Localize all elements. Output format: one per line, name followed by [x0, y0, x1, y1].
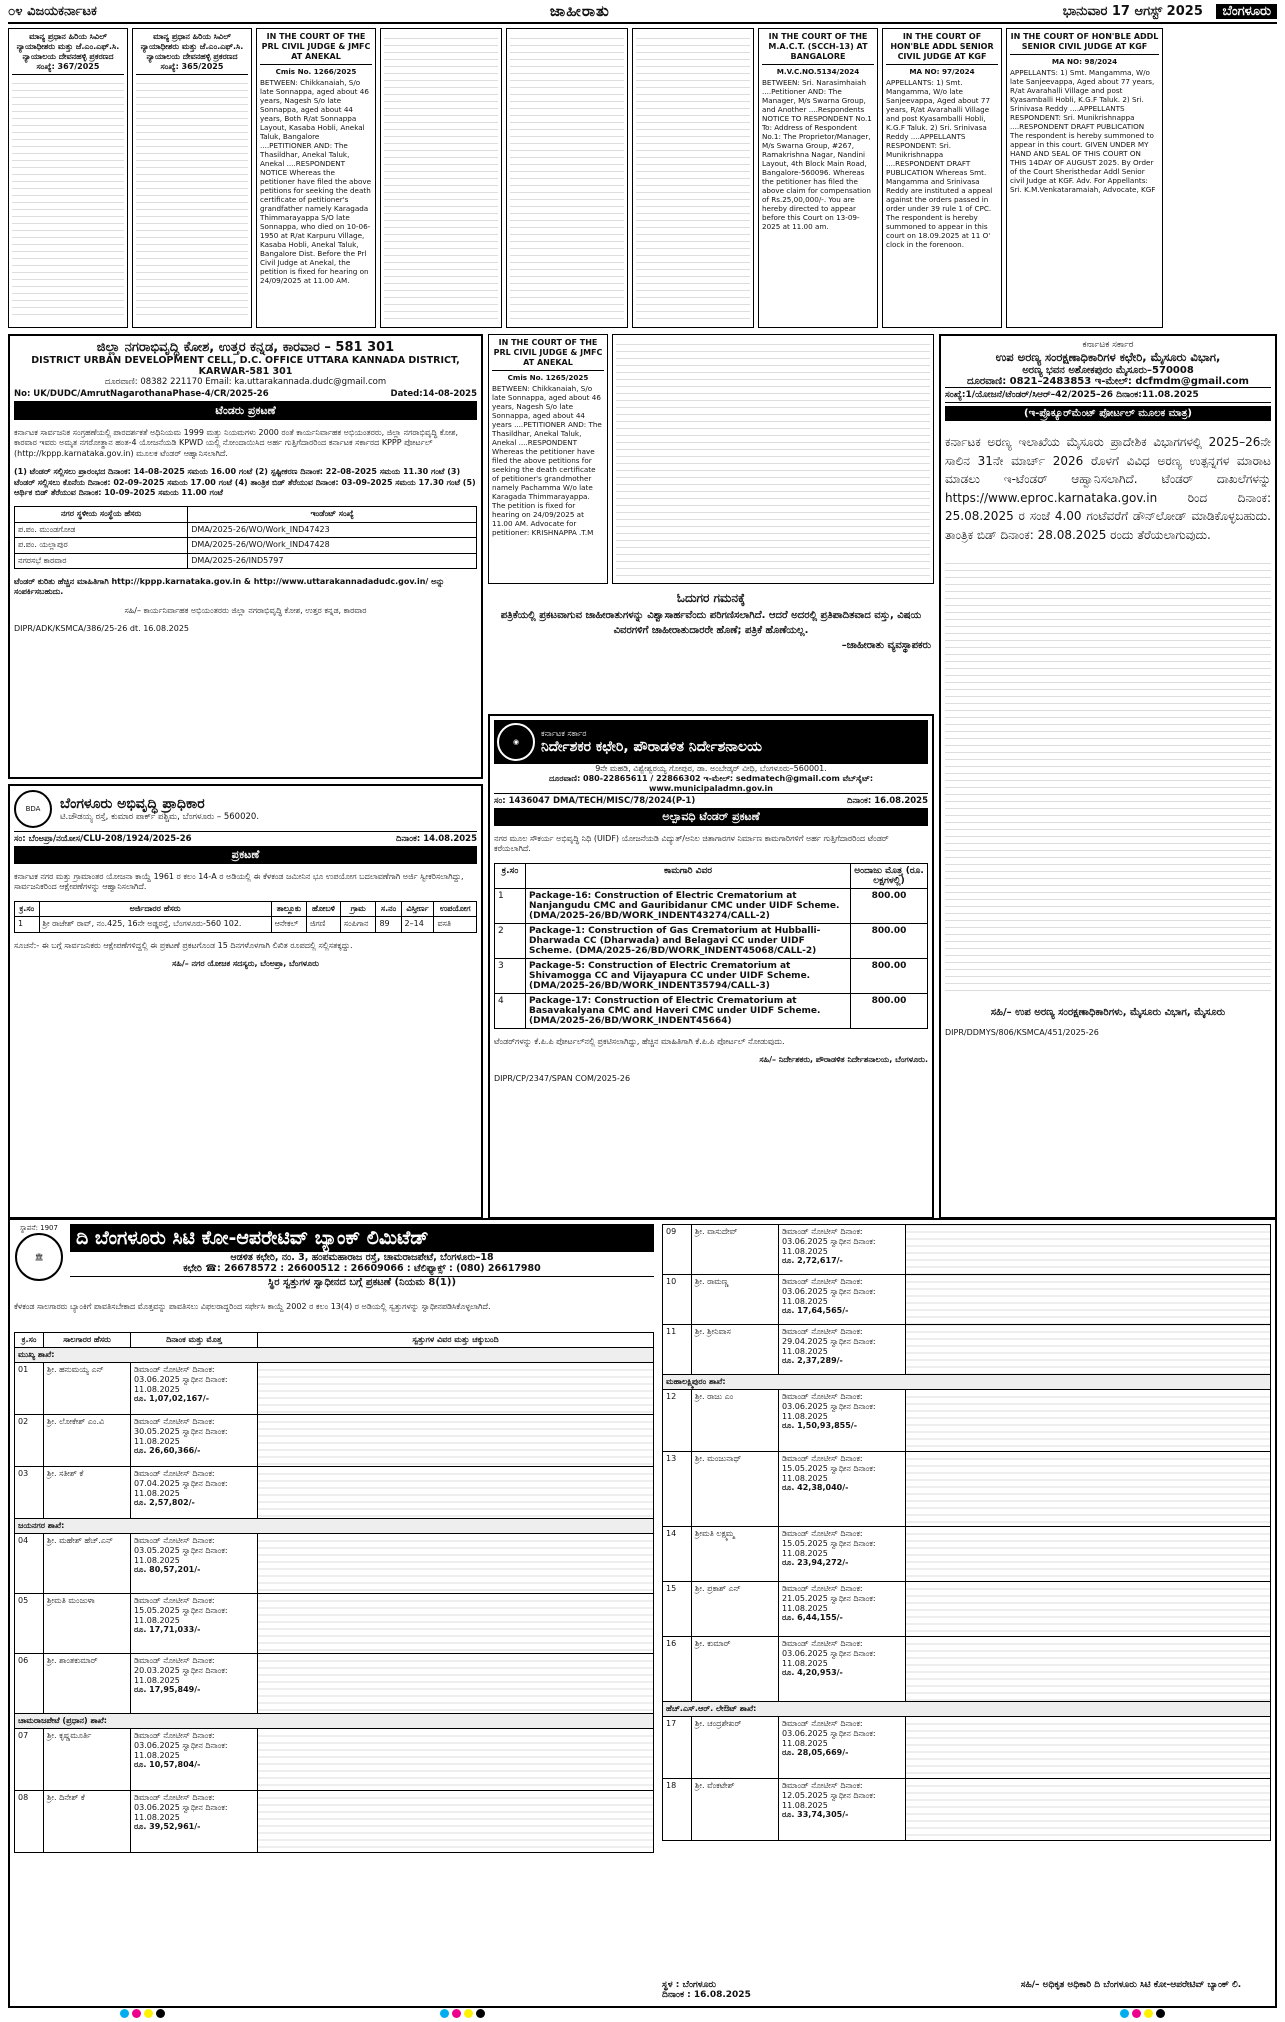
notice-note: ಸೂಚನೆ:- ಈ ಬಗ್ಗೆ ಸಾರ್ವಜನಿಕರು ಆಕ್ಷೇಪಣೆಗಳಿದ್ದಲ್ಲಿ ಈ ಪ್ರಕಟಣೆ ಪ್ರಕಟಗೊಂಡ 15 ದಿನಗಳೊಳಗಾಗಿ ಲಿಖಿತ ರೂಪದಲ್ಲಿ ಸಲ್ಲಿಸತಕ್ಕದ್ದು.: [14, 940, 353, 950]
print-registration-marks-left: [120, 2009, 165, 2018]
table-row: [495, 923, 928, 958]
indent-number: DMA/2025-26/WO/Work_IND47428: [188, 538, 477, 553]
bank-phone: ಕಛೇರಿ ☎: 26678572 : 26600512 : 26609066 : ಟೆಲಿಫ್ಯಾಕ್ಸ್ : (080) 26617980: [183, 1263, 541, 1274]
org-name-kn: ಜಿಲ್ಲಾ ನಗರಾಭಿವೃದ್ಧಿ ಕೋಶ, ಉತ್ತರ ಕನ್ನಡ, ಕಾರವಾರ – 581 301: [96, 340, 395, 355]
org-name: ಉಪ ಅರಣ್ಯ ಸಂರಕ್ಷಣಾಧಿಕಾರಿಗಳ ಕಛೇರಿ, ಮೈಸೂರು ವಿಭಾಗ,: [995, 350, 1221, 364]
dated: ದಿನಾಂಕ : 16.08.2025: [662, 1990, 751, 2000]
court-notice-kgf-98: [1006, 28, 1163, 328]
edition-city: ಬೆಂಗಳೂರು: [1216, 4, 1277, 19]
notice-dates: ಡಿಮಾಂಡ್ ನೋಟೀಸ್ ದಿನಾಂಕ: 03.06.2025 ಸ್ವಾಧೀನ ದಿನಾಂಕ: 11.08.2025: [782, 1227, 876, 1256]
table-header: ವಿಸ್ತೀರ್ಣ: [401, 901, 434, 916]
org-address: ಅರಣ್ಯ ಭವನ ಅಶೋಕಪುರಂ ಮೈಸೂರು–570008: [1022, 365, 1194, 376]
reference-number: ಸಂ: 1436047 DMA/TECH/MISC/78/2024(P-1): [494, 796, 696, 806]
row-number: 15: [663, 1582, 692, 1637]
table-header: ಅರ್ಜಿದಾರರ ಹೆಸರು: [39, 901, 271, 916]
table-row: [15, 538, 477, 553]
due-amount: ರೂ. 28,05,669/-: [782, 1748, 849, 1757]
property-description: [906, 1225, 1271, 1275]
table-header: ಕ್ರ.ಸಂ: [495, 863, 526, 888]
row-number: 18: [663, 1779, 692, 1841]
print-registration-marks-center: [440, 2009, 485, 2018]
notice-dates: ಡಿಮಾಂಡ್ ನೋಟೀಸ್ ದಿನಾಂಕ: 21.05.2025 ಸ್ವಾಧೀನ ದಿನಾಂಕ: 11.08.2025: [782, 1584, 876, 1613]
masthead: [8, 0, 1277, 24]
notice-dates: ಡಿಮಾಂಡ್ ನೋಟೀಸ್ ದಿನಾಂಕ: 12.05.2025 ಸ್ವಾಧೀನ ದಿನಾಂಕ: 11.08.2025: [782, 1781, 876, 1810]
tender-intro: ನಗರ ಮೂಲ ಸೌಕರ್ಯ ಅಭಿವೃದ್ಧಿ ನಿಧಿ (UIDF) ಯೋಜನೆಯಡಿ ವಿದ್ಯುತ್/ಅನಿಲ ಚಿತಾಗಾರಗಳ ನಿರ್ಮಾಣ ಕಾಮಗಾರಿಗಳಿಗೆ ಅರ್ಹ ಗುತ್ತಿಗೆದಾರರಿಂದ ಟೆಂಡರ್ ಕರೆಯಲಾಗಿದೆ.: [494, 834, 889, 854]
bda-logo-icon: BDA: [14, 790, 52, 828]
notice-title: ಮಾನ್ಯ ಪ್ರಧಾನ ಹಿರಿಯ ಸಿವಿಲ್ ನ್ಯಾಯಾಧೀಶರು ಮತ್ತು ಜೆ.ಎಂ.ಎಫ್.ಸಿ. ನ್ಯಾಯಾಲಯ ದೇವನಹಳ್ಳಿ ಪ್ರಕರಣದ ಸಂಖ್ಯೆ: 367/2025: [12, 32, 124, 75]
notice-dates: ಡಿಮಾಂಡ್ ನೋಟೀಸ್ ದಿನಾಂಕ: 03.06.2025 ಸ್ವಾಧೀನ ದಿನಾಂಕ: 11.08.2025: [134, 1731, 228, 1760]
gov-name: ಕರ್ನಾಟಕ ಸರ್ಕಾರ: [1082, 340, 1134, 350]
notice-dates: ಡಿಮಾಂಡ್ ನೋಟೀಸ್ ದಿನಾಂಕ: 15.05.2025 ಸ್ವಾಧೀನ ದಿನಾಂಕ: 11.08.2025: [782, 1529, 876, 1558]
notice-dates: ಡಿಮಾಂಡ್ ನೋಟೀಸ್ ದಿನಾಂಕ: 30.05.2025 ಸ್ವಾಧೀನ ದಿನಾಂಕ: 11.08.2025: [134, 1417, 228, 1446]
contact-line: ದೂರವಾಣಿ: 080-22865611 / 22866302 ಇ-ಮೇಲ್: sedmatech@gmail.com ವೆಬ್‌ಸೈಟ್: www.municipaladmn.gov.in: [548, 774, 874, 793]
branch-heading: ಹೆಚ್.ಎಸ್.ಆರ್. ಲೇಔಟ್ ಶಾಖೆ:: [663, 1702, 1271, 1717]
signatory: ಸಹಿ/– ನಗರ ಯೋಜಕ ಸದಸ್ಯರು, ಬೆಂಅಪ್ರಾ, ಬೆಂಗಳೂರು: [172, 958, 319, 968]
table-row: [663, 1452, 1271, 1527]
bank-address: ಆಡಳಿತ ಕಛೇರಿ, ನಂ. 3, ಹಂಪಮಹಾರಾಜ ರಸ್ತೆ, ಚಾಮರಾಜಪೇಟೆ, ಬೆಂಗಳೂರು–18: [230, 1252, 494, 1263]
indent-table: [14, 506, 477, 569]
court-notice-small-1: [8, 28, 128, 328]
notice-dates: ಡಿಮಾಂಡ್ ನೋಟೀಸ್ ದಿನಾಂಕ: 03.06.2025 ಸ್ವಾಧೀನ ದಿನಾಂಕ: 11.08.2025: [782, 1719, 876, 1748]
property-description: [906, 1779, 1271, 1841]
row-number: 16: [663, 1637, 692, 1702]
table-row: [495, 993, 928, 1028]
kannada-notice-column-1: [380, 28, 502, 328]
readers-notice-body: ಪತ್ರಿಕೆಯಲ್ಲಿ ಪ್ರಕಟವಾಗುವ ಜಾಹೀರಾತುಗಳನ್ನು ವಿಶ್ವಾಸಾರ್ಹವೆಂದು ಪರಿಗಣಿಸಲಾಗಿದೆ. ಆದರೆ ಅದರಲ್ಲಿ ಪ್ರತಿಪಾದಿತವಾದ ವಸ್ತು, ವಿಷಯ ವಿವರಗಳಿಗೆ ಜಾಹೀರಾತುದಾರರೇ ಹೊಣೆ; ಪತ್ರಿಕೆ ಹೊಣೆಯಲ್ಲ.: [500, 610, 922, 636]
notice-dates: ಡಿಮಾಂಡ್ ನೋಟೀಸ್ ದಿನಾಂಕ: 03.06.2025 ಸ್ವಾಧೀನ ದಿನಾಂಕ: 11.08.2025: [134, 1793, 228, 1822]
table-row: [15, 522, 477, 537]
row-number: 02: [15, 1415, 44, 1467]
issue-date: ಭಾನುವಾರ 17 ಆಗಸ್ಟ್ 2025: [1062, 3, 1203, 19]
branch-heading: ಜಯನಗರ ಶಾಖೆ:: [15, 1519, 654, 1534]
land-table: [14, 901, 477, 933]
section-title: ಜಾಹೀರಾತು: [549, 2, 610, 20]
dipr-code: DIPR/CP/2347/SPAN COM/2025-26: [494, 1073, 631, 1083]
due-amount: ರೂ. 17,71,033/-: [134, 1625, 201, 1634]
signatory: ಸಹಿ/– ಕಾರ್ಯನಿರ್ವಾಹಕ ಅಭಿಯಂತರರು ಜಿಲ್ಲಾ ನಗರಾಭಿವೃದ್ಧಿ ಕೋಶ, ಉತ್ತರ ಕನ್ನಡ, ಕಾರವಾರ: [124, 605, 367, 615]
notice-dates: ಡಿಮಾಂಡ್ ನೋಟೀಸ್ ದಿನಾಂಕ: 20.03.2025 ಸ್ವಾಧೀನ ದಿನಾಂಕ: 11.08.2025: [134, 1656, 228, 1685]
property-description: [906, 1325, 1271, 1375]
table-row: [15, 1654, 654, 1714]
property-description: [258, 1467, 654, 1519]
row-number: 12: [663, 1390, 692, 1452]
cell: ಶ್ರೀ ರಾಜೇಶ್ ರಾವ್, ನಂ.425, 16ನೇ ಅಡ್ಡರಸ್ತೆ, ಬೆಂಗಳೂರು-560 102.: [39, 917, 271, 932]
table-row: [495, 888, 928, 923]
due-amount: ರೂ. 17,64,565/-: [782, 1306, 849, 1315]
table-row: [663, 1225, 1271, 1275]
gov-name: ಕರ್ನಾಟಕ ಸರ್ಕಾರ: [541, 729, 587, 738]
estimated-amount: 800.00: [851, 958, 928, 993]
govt-emblem-icon: ◉: [497, 723, 535, 761]
property-description: [906, 1637, 1271, 1702]
due-amount: ರೂ. 17,95,849/-: [134, 1685, 201, 1694]
org-name: ಬೆಂಗಳೂರು ಅಭಿವೃದ್ಧಿ ಪ್ರಾಧಿಕಾರ: [60, 796, 205, 812]
signatory: ಸಹಿ/– ಅಧಿಕೃತ ಅಧಿಕಾರಿ ದಿ ಬೆಂಗಳೂರು ಸಿಟಿ ಕೋ-ಆಪರೇಟಿವ್ ಬ್ಯಾಂಕ್ ಲಿ.: [1020, 1980, 1242, 1990]
property-description: [906, 1390, 1271, 1452]
case-number: Cmis No. 1265/2025: [507, 373, 589, 382]
due-amount: ರೂ. 2,37,289/-: [782, 1356, 843, 1365]
notice-dates: ಡಿಮಾಂಡ್ ನೋಟೀಸ್ ದಿನಾಂಕ: 03.05.2025 ಸ್ವಾಧೀನ ದಿನಾಂಕ: 11.08.2025: [134, 1536, 228, 1565]
notice-dates: ಡಿಮಾಂಡ್ ನೋಟೀಸ್ ದಿನಾಂಕ: 03.06.2025 ಸ್ವಾಧೀನ ದಿನಾಂಕ: 11.08.2025: [134, 1365, 228, 1394]
ulb-name: ಪ.ಪಂ. ಯಲ್ಲಾಪುರ: [15, 538, 188, 553]
table-row: [663, 1717, 1271, 1779]
signatory: ಸಹಿ/– ಉಪ ಅರಣ್ಯ ಸಂರಕ್ಷಣಾಧಿಕಾರಿಗಳು, ಮೈಸೂರು ವಿಭಾಗ, ಮೈಸೂರು: [990, 1006, 1226, 1018]
estimated-amount: 800.00: [851, 923, 928, 958]
possession-table-right: [662, 1224, 1271, 1841]
borrower-name: ಶ್ರೀ. ಕೃಷ್ಣಮೂರ್ತಿ: [44, 1729, 131, 1791]
notice-body-placeholder: [12, 77, 124, 317]
table-row: [15, 1363, 654, 1415]
kannada-text-placeholder: [616, 338, 930, 578]
property-description: [258, 1791, 654, 1853]
table-row: [15, 1415, 654, 1467]
notice-dates: ಡಿಮಾಂಡ್ ನೋಟೀಸ್ ದಿನಾಂಕ: 29.04.2025 ಸ್ವಾಧೀನ ದಿನಾಂಕ: 11.08.2025: [782, 1327, 876, 1356]
notice-body: ಕರ್ನಾಟಕ ನಗರ ಮತ್ತು ಗ್ರಾಮಾಂತರ ಯೋಜನಾ ಕಾಯ್ದೆ 1961 ರ ಕಲಂ 14-A ರ ಅಡಿಯಲ್ಲಿ ಈ ಕೆಳಕಂಡ ಜಮೀನಿನ ಭೂ ಉಪಯೋಗ ಬದಲಾವಣೆಗಾಗಿ ಅರ್ಜಿ ಸ್ವೀಕರಿಸಲಾಗಿದ್ದು, ಸಾರ್ವಜನಿಕರಿಂದ ಆಕ್ಷೇಪಣೆಗಳನ್ನು ಆಹ್ವಾನಿಸಲಾಗಿದೆ.: [14, 872, 464, 892]
table-header: ಗ್ರಾಮ: [340, 901, 376, 916]
table-header: ಸ್ವತ್ತುಗಳ ವಿವರ ಮತ್ತು ಚಕ್ಕುಬಂದಿ: [258, 1333, 654, 1348]
row-number: 1: [495, 888, 526, 923]
estimated-amount: 800.00: [851, 993, 928, 1028]
table-row: [15, 917, 477, 932]
table-header: ಕ್ರ.ಸಂ: [15, 1333, 44, 1348]
due-amount: ರೂ. 1,07,02,167/-: [134, 1394, 210, 1403]
table-row: [15, 1594, 654, 1654]
table-header: ಅಂದಾಜು ಮೊತ್ತ (ರೂ. ಲಕ್ಷಗಳಲ್ಲಿ): [851, 863, 928, 888]
table-row: [663, 1390, 1271, 1452]
table-row: [663, 1582, 1271, 1637]
tender-body: ಕರ್ನಾಟಕ ಸಾರ್ವಜನಿಕ ಸಂಗ್ರಹಣೆಯಲ್ಲಿ ಪಾರದರ್ಶಕತೆ ಅಧಿನಿಯಮ 1999 ಮತ್ತು ನಿಯಮಗಳು 2000 ರಂತೆ ಕಾರ್ಯನಿರ್ವಾಹಕ ಅಭಿಯಂತರರು, ಜಿಲ್ಲಾ ನಗರಾಭಿವೃದ್ಧಿ ಕೋಶ, ಕಾರವಾರ ಇವರು ಅಮೃತ ನಗರೋತ್ಥಾನ ಹಂತ-4 ಯೋಜನೆಯಡಿ KPWD ಯಲ್ಲಿ ನೋಂದಾಯಿಸಿದ ಅರ್ಹ ಗುತ್ತಿಗೆದಾರರಿಂದ ಕರ್ನಾಟಕ ಸರ್ಕಾರದ KPPP ಪೋರ್ಟಲ್ (http://kppp.karnataka.gov.in) ಮೂಲಕ ಟೆಂಡರ್ ಆಹ್ವಾನಿಸಲಾಗಿದೆ.: [14, 428, 459, 458]
tender-heading: ಅಲ್ಪಾವಧಿ ಟೆಂಡರ್ ಪ್ರಕಟಣೆ: [494, 808, 928, 826]
notice-body: BETWEEN: Chikkanaiah, S/o late Sonnappa, aged about 46 years, Nagesh S/o late Sonnappa, aged about 44 years, Both R/at Sonnappa Layout, Kasaba Hobli, Anekal Taluk, Bangalore ....PETITIONER AND: The Thasildhar, Anekal Taluk, Anekal ....RESPONDENT NOTICE Whereas the petitioner have filed the above petitions for seeking the death certificate of petitioner's grandfather namely Karagada Thimmarayappa S/O late Sonnappa, who died on 10-06-1950 at R/at Karpuru Village, Kasaba Hobli, Anekal Taluk, Bangalore Dist. Before the Prl Civil Judge at Anekal, the petition is fixed for hearing on 24/09/2025 at 11.00 AM.: [260, 78, 372, 285]
branch-heading: ಮಹಾಲಕ್ಷ್ಮಿಪುರಂ ಶಾಖೆ:: [663, 1375, 1271, 1390]
property-description: [258, 1415, 654, 1467]
due-amount: ರೂ. 2,57,802/-: [134, 1498, 195, 1507]
table-header: ಇಂಡೆಂಟ್ ಸಂಖ್ಯೆ: [188, 507, 477, 522]
borrower-name: ಶ್ರೀ. ಕುಮಾರ್: [692, 1637, 779, 1702]
possession-table-left: [14, 1332, 654, 1853]
cell: ಆನೇಕಲ್: [271, 917, 306, 932]
tender-dates: (1) ಟೆಂಡರ್ ಸಲ್ಲಿಸಲು ಪ್ರಾರಂಭದ ದಿನಾಂಕ: 14-08-2025 ಸಮಯ 16.00 ಗಂಟೆ (2) ಸ್ಪಷ್ಟೀಕರಣ ದಿನಾಂಕ: 22-08-2025 ಸಮಯ 11.30 ಗಂಟೆ (3) ಟೆಂಡರ್ ಸಲ್ಲಿಸಲು ಕೊನೆಯ ದಿನಾಂಕ: 02-09-2025 ಸಮಯ 17.00 ಗಂಟೆ (4) ತಾಂತ್ರಿಕ ಬಿಡ್ ತೆರೆಯುವ ದಿನಾಂಕ: 03-09-2025 ಸಮಯ 17.30 ಗಂಟೆ (5) ಆರ್ಥಿಕ ಬಿಡ್ ತೆರೆಯುವ ದಿನಾಂಕ: 10-09-2025 ಸಮಯ 11.00 ಗಂಟೆ: [14, 467, 476, 497]
kannada-text-placeholder: [636, 32, 750, 322]
property-description: [906, 1452, 1271, 1527]
table-header: ಕ್ರ.ಸಂ: [15, 901, 40, 916]
bank-possession-notice: [8, 1218, 1277, 2008]
contact-line: ದೂರವಾಣಿ: 0821–2483853 ಇ-ಮೇಲ್: dcfmdm@gmail.com: [967, 376, 1249, 387]
due-amount: ರೂ. 10,57,804/-: [134, 1760, 201, 1769]
table-row: [663, 1325, 1271, 1375]
cell: 2–14: [401, 917, 434, 932]
cell: ಸಂಪಿಗಾನ: [340, 917, 376, 932]
notice-body: APPELLANTS: 1) Smt. Mangamma, W/o late Sanjeevappa, Aged about 77 years, R/at Avarahalli Village and post Kyasamballi Hobli, K.G.F Taluk. 2) Sri. Srinivasa Reddy ....APPELLANTS RESPONDENT: Sri. Munikrishnappa ....RESPONDENT DRAFT PUBLICATION Whereas Smt. Mangamma and Srinivasa Reddy are instituted a appeal against the orders passed in order under 39 rule 1 of CPC. The respondent is hereby summoned to appear in this court on 18.09.2025 at 11 O' clock in the forenoon.: [886, 78, 993, 249]
row-number: 3: [495, 958, 526, 993]
table-row: [15, 553, 477, 568]
borrower-name: ಶ್ರೀ. ಶ್ರೀನಿವಾಸ: [692, 1325, 779, 1375]
borrower-name: ಶ್ರೀ. ಶಾಂತಕುಮಾರ್: [44, 1654, 131, 1714]
notice-body: BETWEEN: Sri. Narasimhaiah ....Petitioner AND: The Manager, M/s Swarna Group, and Another ....Respondents NOTICE TO RESPONDENT No.1 To: Address of Respondent No.1: The Proprietor/Manager, M/s Swarna Group, #267, Ramakrishna Nagar, Nandini Layout, 4th Block Main Road, Bangalore-560096. Whereas the petitioner has filed the above claim for compensation of Rs.25,00,000/-. You are hereby directed to appear before this Court on 13-09-2025 at 11.00 am.: [762, 78, 872, 231]
notice-title: IN THE COURT OF THE PRL CIVIL JUDGE & JMFC AT ANEKAL: [260, 32, 372, 65]
page-number: ೦೪ ವಿಜಯಕರ್ನಾಟಕ: [8, 3, 97, 19]
readers-notice: [488, 588, 934, 708]
borrower-name: ಶ್ರೀ. ಸತೀಶ್ ಕೆ: [44, 1467, 131, 1519]
dma-tender-ad: [488, 714, 934, 1219]
ulb-name: ಪ.ಪಂ. ಮುಂಡಗೋಡ: [15, 522, 188, 537]
table-header: ಸಾಲಗಾರರ ಹೆಸರು: [44, 1333, 131, 1348]
due-amount: ರೂ. 80,57,201/-: [134, 1565, 201, 1574]
due-amount: ರೂ. 42,38,040/-: [782, 1483, 849, 1492]
notice-dates: ಡಿಮಾಂಡ್ ನೋಟೀಸ್ ದಿನಾಂಕ: 03.06.2025 ಸ್ವಾಧೀನ ದಿನಾಂಕ: 11.08.2025: [782, 1392, 876, 1421]
indent-number: DMA/2025-26/WO/Work_IND47423: [188, 522, 477, 537]
row-number: 4: [495, 993, 526, 1028]
row-number: 2: [495, 923, 526, 958]
borrower-name: ಶ್ರೀ. ಲೋಕೇಶ್ ಎಂ.ವಿ: [44, 1415, 131, 1467]
bda-notice-ad: [8, 784, 483, 1219]
print-registration-marks-right: [1120, 2009, 1165, 2018]
work-description: Package-5: Construction of Electric Crematorium at Shivamogga CC and Vijayapura CC under UIDF Scheme. (DMA/2025-26/BD/WORK_INDENT35794/CALL-3): [526, 958, 851, 993]
case-number: Cmis No. 1266/2025: [275, 67, 357, 76]
reference-number: ಸಂಖ್ಯೆ:1/ಯೋಜನೆ/ಟೆಂಡರ್/ಸಿಆರ್–42/2025–26 ದಿನಾಂಕ:11.08.2025: [945, 387, 1271, 403]
estd-year: ಸ್ಥಾಪನೆ: 1907: [20, 1224, 58, 1232]
reference-number: ಸಂ: ಬೆಂಅಪ್ರಾ/ನಯೋಸ/CLU-208/1924/2025-26: [14, 834, 192, 844]
court-notice-mact: [758, 28, 878, 328]
branch-heading: ಮುಖ್ಯ ಶಾಖೆ:: [15, 1348, 654, 1363]
borrower-name: ಶ್ರೀ. ಪ್ರಕಾಶ್ ಎನ್: [692, 1582, 779, 1637]
kannada-text-placeholder: [510, 32, 624, 322]
org-address: ಟಿ.ಚೌಡಯ್ಯ ರಸ್ತೆ, ಕುಮಾರ ಪಾರ್ಕ್ ಪಶ್ಚಿಮ, ಬೆಂಗಳೂರು – 560020.: [60, 812, 260, 822]
cell: 1: [15, 917, 40, 932]
readers-notice-sign: –ಜಾಹೀರಾತು ವ್ಯವಸ್ಥಾಪಕರು: [841, 640, 931, 651]
borrower-name: ಶ್ರೀಮತಿ ಮಂಜುಳಾ: [44, 1594, 131, 1654]
case-number: MA NO: 98/2024: [1051, 57, 1118, 66]
tender-heading: ಟೆಂಡರು ಪ್ರಕಟಣೆ: [14, 402, 477, 420]
work-description: Package-17: Construction of Electric Crematorium at Basavakalyana CMC and Haveri CMC under UIDF Scheme. (DMA/2025-26/BD/WORK_INDENT45664): [526, 993, 851, 1028]
property-description: [258, 1654, 654, 1714]
row-number: 06: [15, 1654, 44, 1714]
cell: 89: [376, 917, 401, 932]
notice-body: APPELLANTS: 1) Smt. Mangamma, W/o late Sanjeevappa, Aged about 77 years, R/at Avarahalli Village and post Kyasamballi Hobli, K.G.F Taluk. 2) Sri. Srinivasa Reddy ....APPELLANTS RESPONDENT: Sri. Munikrishnappa ....RESPONDENT DRAFT PUBLICATION The respondent is hereby summoned to appear in this court. GIVEN UNDER MY HAND AND SEAL OF THIS COURT ON THIS 14DAY OF AUGUST 2025. By Order of the Court Sheristhedar Addl Senior civil Judge at KGF. Adv. For Appellants: Sri. K.M.Venkataramaiah, Advocate, KGF: [1010, 68, 1156, 194]
table-header: ಹೋಬಳಿ: [307, 901, 341, 916]
notice-body: BETWEEN: Chikkanaiah, S/o late Sonnappa, aged about 46 years, Nagesh S/o late Sonnappa, aged about 44 years ....PETITIONER AND: The Thasildhar, Anekal Taluk, Anekal ....RESPONDENT Whereas the petitioner have filed the above petitions for seeking the death certificate of petitioner's grandmother namely Pachamma W/o late Karagada Thimmarayappa. The petition is fixed for hearing on 24/09/2025 at 11.00 AM. Advocate for petitioner: KRISHNAPPA .T.M: [492, 384, 602, 537]
estimated-amount: 800.00: [851, 888, 928, 923]
borrower-name: ಶ್ರೀ. ರಾಜು ಎಂ: [692, 1390, 779, 1452]
table-row: [495, 958, 928, 993]
kannada-notice-column-2: [506, 28, 628, 328]
tender-body: ಕರ್ನಾಟಕ ಅರಣ್ಯ ಇಲಾಖೆಯ ಮೈಸೂರು ಪ್ರಾದೇಶಿಕ ವಿಭಾಗಗಳಲ್ಲಿ 2025–26ನೇ ಸಾಲಿನ 31ನೇ ಮಾರ್ಚ್ 2026 ರೊಳಗೆ ವಿವಿಧ ಅರಣ್ಯ ಉತ್ಪನ್ನಗಳ ಮಾರಾಟ ಮಾಡಲು ಇ-ಟೆಂಡರ್ ಆಹ್ವಾನಿಸಲಾಗಿದೆ. ಟೆಂಡರ್ ದಾಖಲೆಗಳನ್ನು https://www.eproc.karnataka.gov.in ರಿಂದ ದಿನಾಂಕ: 25.08.2025 ರ ಸಂಜೆ 4.00 ಗಂಟೆವರೆಗೆ ಡೌನ್‌ಲೋಡ್ ಮಾಡಿಕೊಳ್ಳಬಹುದು. ತಾಂತ್ರಿಕ ಬಿಡ್ ದಿನಾಂಕ: 28.08.2025 ರಂದು ತೆರೆಯಲಾಗುವುದು.: [945, 435, 1271, 542]
borrower-name: ಶ್ರೀ. ರಾಮಣ್ಣ: [692, 1275, 779, 1325]
row-number: 10: [663, 1275, 692, 1325]
table-header: ದಿನಾಂಕ ಮತ್ತು ಮೊತ್ತ: [131, 1333, 258, 1348]
due-amount: ರೂ. 1,50,93,855/-: [782, 1421, 858, 1430]
tender-footer: ಟೆಂಡರ್ ಕುರಿತು ಹೆಚ್ಚಿನ ಮಾಹಿತಿಗಾಗಿ http://kppp.karnataka.gov.in & http://www.uttarakannadadudc.gov.in/ ಅನ್ನು ಸಂಪರ್ಕಿಸಬಹುದು.: [14, 576, 445, 597]
due-amount: ರೂ. 4,20,953/-: [782, 1668, 843, 1677]
row-number: 17: [663, 1717, 692, 1779]
table-header: ಕಾಮಗಾರಿ ವಿವರ: [526, 863, 851, 888]
row-number: 09: [663, 1225, 692, 1275]
due-amount: ರೂ. 33,74,305/-: [782, 1810, 849, 1819]
karwar-tender-ad: [8, 334, 483, 779]
row-number: 03: [15, 1467, 44, 1519]
table-row: [15, 1791, 654, 1853]
table-header: ನಗರ ಸ್ಥಳೀಯ ಸಂಸ್ಥೆಯ ಹೆಸರು: [15, 507, 188, 522]
dated: ದಿನಾಂಕ: 16.08.2025: [847, 796, 928, 806]
row-number: 04: [15, 1534, 44, 1594]
due-amount: ರೂ. 2,72,617/-: [782, 1256, 843, 1265]
tender-body-continuation: [945, 557, 1271, 997]
court-notice-anekal-1265: [488, 334, 608, 584]
table-row: [15, 1729, 654, 1791]
court-notice-kgf-97: [882, 28, 1002, 328]
table-row: [663, 1637, 1271, 1702]
indent-number: DMA/2025-26/IND5797: [188, 553, 477, 568]
row-number: 14: [663, 1527, 692, 1582]
borrower-name: ಶ್ರೀ. ಮಹೇಶ್ ಹೆಚ್.ಎನ್: [44, 1534, 131, 1594]
notice-title: IN THE COURT OF THE M.A.C.T. (SCCH-13) AT BANGALORE: [762, 32, 874, 65]
notice-dates: ಡಿಮಾಂಡ್ ನೋಟೀಸ್ ದಿನಾಂಕ: 03.06.2025 ಸ್ವಾಧೀನ ದಿನಾಂಕ: 11.08.2025: [782, 1277, 876, 1306]
borrower-name: ಶ್ರೀ. ವೆಂಕಟೇಶ್: [692, 1779, 779, 1841]
org-name: ನಿರ್ದೇಶಕರ ಕಛೇರಿ, ಪೌರಾಡಳಿತ ನಿರ್ದೇಶನಾಲಯ: [541, 739, 763, 755]
row-number: 07: [15, 1729, 44, 1791]
notice-title: ಮಾನ್ಯ ಪ್ರಧಾನ ಹಿರಿಯ ಸಿವಿಲ್ ನ್ಯಾಯಾಧೀಶರು ಮತ್ತು ಜೆ.ಎಂ.ಎಫ್.ಸಿ. ನ್ಯಾಯಾಲಯ ದೇವನಹಳ್ಳಿ ಪ್ರಕರಣದ ಸಂಖ್ಯೆ: 365/2025: [136, 32, 248, 75]
reference-number: No: UK/DUDC/AmrutNagarothanaPhase-4/CR/2025-26: [14, 389, 269, 399]
row-number: 11: [663, 1325, 692, 1375]
property-description: [906, 1527, 1271, 1582]
notice-heading: ಪ್ರಕಟಣೆ: [14, 846, 477, 864]
property-description: [906, 1582, 1271, 1637]
tender-heading: (ಇ-ಪ್ರೊಕ್ಯೂರ್‌ಮೆಂಟ್ ಪೋರ್ಟಲ್ ಮೂಲಕ ಮಾತ್ರ): [945, 406, 1271, 421]
borrower-name: ಶ್ರೀ. ಹನುಮಯ್ಯ ಎನ್: [44, 1363, 131, 1415]
kannada-text-placeholder: [384, 32, 498, 322]
org-address: 9ನೇ ಮಹಡಿ, ವಿಶ್ವೇಶ್ವರಯ್ಯ ಗೋಪುರ, ಡಾ. ಅಂಬೇಡ್ಕರ್ ವೀಧಿ, ಬೆಂಗಳೂರು–560001.: [595, 764, 827, 773]
table-row: [15, 1534, 654, 1594]
notice-dates: ಡಿಮಾಂಡ್ ನೋಟೀಸ್ ದಿನಾಂಕ: 15.05.2025 ಸ್ವಾಧೀನ ದಿನಾಂಕ: 11.08.2025: [134, 1596, 228, 1625]
table-row: [663, 1527, 1271, 1582]
table-row: [15, 1467, 654, 1519]
notice-dates: ಡಿಮಾಂಡ್ ನೋಟೀಸ್ ದಿನಾಂಕ: 07.04.2025 ಸ್ವಾಧೀನ ದಿನಾಂಕ: 11.08.2025: [134, 1469, 228, 1498]
bank-logo-icon: 🏛: [15, 1233, 63, 1281]
kannada-notice-column-3: [632, 28, 754, 328]
notice-body-placeholder: [136, 77, 248, 317]
work-description: Package-16: Construction of Electric Crematorium at Nanjangudu CMC and Gauribidanur CMC under UIDF Scheme. (DMA/2025-26/BD/WORK_INDENT43274/CALL-2): [526, 888, 851, 923]
dated: ದಿನಾಂಕ: 14.08.2025: [396, 834, 477, 844]
table-header: ಉಪಯೋಗ: [434, 901, 477, 916]
dipr-code: DIPR/DDMYS/806/KSMCA/451/2025-26: [945, 1027, 1099, 1037]
forest-dept-tender-ad: [939, 334, 1277, 1219]
notice-intro: ಕೆಳಕಂಡ ಸಾಲಗಾರರು ಬ್ಯಾಂಕಿಗೆ ಪಾವತಿಸಬೇಕಾದ ಮೊತ್ತವನ್ನು ಪಾವತಿಸಲು ವಿಫಲರಾದ್ದರಿಂದ ಸರ್ಫೇಸಿ ಕಾಯ್ದೆ 2002 ರ ಕಲಂ 13(4) ರ ಅಡಿಯಲ್ಲಿ ಸ್ವತ್ತುಗಳನ್ನು ಸ್ವಾಧೀನಪಡಿಸಿಕೊಳ್ಳಲಾಗಿದೆ.: [14, 1302, 491, 1311]
place: ಸ್ಥಳ : ಬೆಂಗಳೂರು: [662, 1980, 717, 1990]
kannada-notice-mid: [612, 334, 934, 584]
notice-dates: ಡಿಮಾಂಡ್ ನೋಟೀಸ್ ದಿನಾಂಕ: 03.06.2025 ಸ್ವಾಧೀನ ದಿನಾಂಕ: 11.08.2025: [782, 1639, 876, 1668]
bank-name: ದಿ ಬೆಂಗಳೂರು ಸಿಟಿ ಕೋ-ಆಪರೇಟಿವ್ ಬ್ಯಾಂಕ್ ಲಿಮಿಟೆಡ್: [70, 1224, 654, 1252]
cell: ಜಿಗಣಿ: [307, 917, 341, 932]
court-notice-anekal-1266: [256, 28, 376, 328]
readers-notice-title: ಓದುಗರ ಗಮನಕ್ಕೆ: [676, 591, 746, 605]
property-description: [906, 1275, 1271, 1325]
tender-table: [494, 863, 928, 1029]
notice-title: IN THE COURT OF HON'BLE ADDL SENIOR CIVIL JUDGE AT KGF: [1010, 32, 1159, 55]
cell: ವಸತಿ: [434, 917, 477, 932]
signatory: ಸಹಿ/– ನಿರ್ದೇಶಕರು, ಪೌರಾಡಳಿತ ನಿರ್ದೇಶನಾಲಯ, ಬೆಂಗಳೂರು.: [759, 1055, 928, 1065]
borrower-name: ಶ್ರೀ. ಚಂದ್ರಶೇಖರ್: [692, 1717, 779, 1779]
work-description: Package-1: Construction of Gas Crematorium at Hubballi-Dharwada CC (Dharwada) and Belagavi CC under UIDF Scheme. (DMA/2025-26/BD/WORK_INDENT45068/CALL-2): [526, 923, 851, 958]
due-amount: ರೂ. 23,94,272/-: [782, 1558, 849, 1567]
row-number: 08: [15, 1791, 44, 1853]
borrower-name: ಶ್ರೀ. ವಾಸುದೇವ್: [692, 1225, 779, 1275]
due-amount: ರೂ. 6,44,155/-: [782, 1613, 843, 1622]
property-description: [258, 1363, 654, 1415]
property-description: [258, 1729, 654, 1791]
property-description: [258, 1594, 654, 1654]
borrower-name: ಶ್ರೀ. ದಿನೇಶ್ ಕೆ: [44, 1791, 131, 1853]
table-row: [663, 1275, 1271, 1325]
court-notice-small-2: [132, 28, 252, 328]
due-amount: ರೂ. 26,60,366/-: [134, 1446, 201, 1455]
case-number: M.V.C.NO.5134/2024: [776, 67, 860, 76]
row-number: 01: [15, 1363, 44, 1415]
borrower-name: ಶ್ರೀ. ಮಂಜುನಾಥ್: [692, 1452, 779, 1527]
dipr-code: DIPR/ADK/KSMCA/386/25-26 dt. 16.08.2025: [14, 624, 190, 634]
ulb-name: ನಗರಸಭೆ ಕಾರವಾರ: [15, 553, 188, 568]
dated: Dated:14-08-2025: [390, 389, 477, 399]
property-description: [906, 1717, 1271, 1779]
branch-heading: ಚಾಮರಾಜಪೇಟೆ (ಪ್ರಧಾನ) ಶಾಖೆ:: [15, 1714, 654, 1729]
notice-title: IN THE COURT OF HON'BLE ADDL SENIOR CIVIL JUDGE AT KGF: [886, 32, 998, 65]
tender-footer: ಟೆಂಡರ್‌ಗಳನ್ನು ಕೆ.ಪಿ.ಪಿ ಪೋರ್ಟಲ್‌ನಲ್ಲಿ ಪ್ರಕಟಿಸಲಾಗಿದ್ದು, ಹೆಚ್ಚಿನ ಮಾಹಿತಿಗಾಗಿ ಕೆ.ಪಿ.ಪಿ ಪೋರ್ಟಲ್ ನೋಡುವುದು.: [494, 1036, 785, 1046]
notice-title: IN THE COURT OF THE PRL CIVIL JUDGE & JMFC AT ANEKAL: [492, 338, 604, 371]
notice-heading: ಸ್ಥಿರ ಸ್ವತ್ತುಗಳ ಸ್ವಾಧೀನದ ಬಗ್ಗೆ ಪ್ರಕಟಣೆ (ನಿಯಮ 8(1)): [70, 1276, 654, 1288]
org-name-en: DISTRICT URBAN DEVELOPMENT CELL, D.C. OFFICE UTTARA KANNADA DISTRICT, KARWAR-581 301: [31, 355, 460, 377]
notice-dates: ಡಿಮಾಂಡ್ ನೋಟೀಸ್ ದಿನಾಂಕ: 15.05.2025 ಸ್ವಾಧೀನ ದಿನಾಂಕ: 11.08.2025: [782, 1454, 876, 1483]
row-number: 05: [15, 1594, 44, 1654]
due-amount: ರೂ. 39,52,961/-: [134, 1822, 201, 1831]
contact-line: ದೂರವಾಣಿ: 08382 221170 Email: ka.uttarakannada.dudc@gmail.com: [104, 377, 387, 387]
table-header: ತಾಲ್ಲೂಕು: [271, 901, 306, 916]
table-header: ಸ.ನಂ: [376, 901, 401, 916]
row-number: 13: [663, 1452, 692, 1527]
case-number: MA NO: 97/2024: [909, 67, 975, 76]
property-description: [258, 1534, 654, 1594]
table-row: [663, 1779, 1271, 1841]
borrower-name: ಶ್ರೀಮತಿ ಲಕ್ಷ್ಮಮ್ಮ: [692, 1527, 779, 1582]
